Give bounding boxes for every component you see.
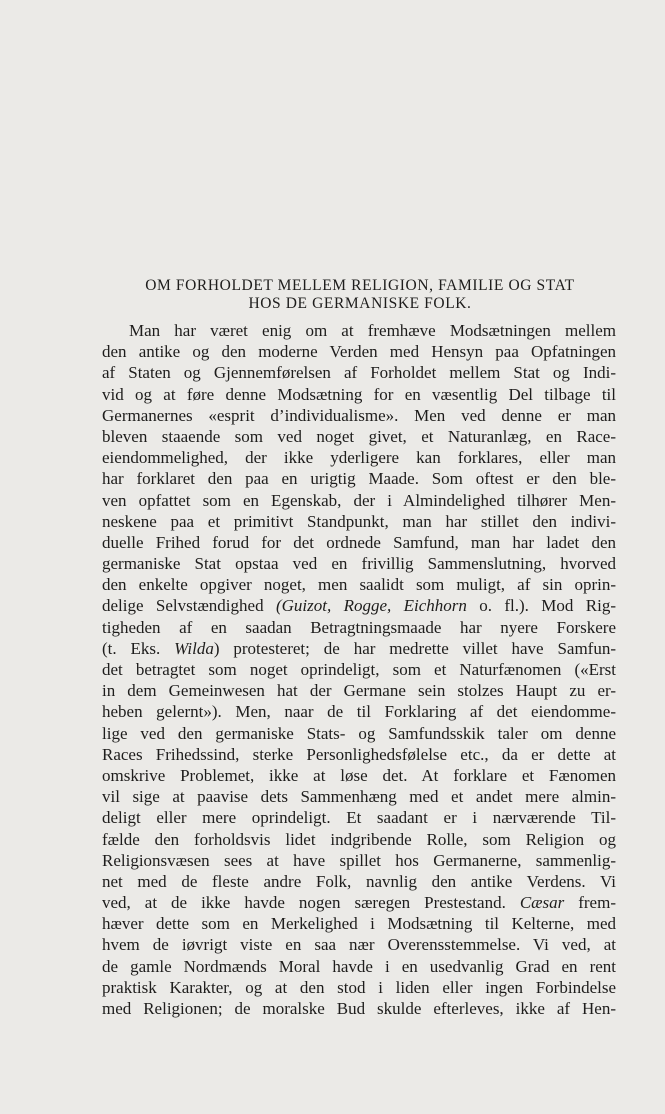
text-line [102, 765, 616, 786]
text-line [102, 405, 616, 426]
text-line [102, 384, 616, 405]
text-line [102, 892, 616, 913]
text-segment: de gamle Nordmænds Moral havde i en usedvanlig Grad en rent [102, 956, 616, 976]
text-segment: Religionsvæsen sees at have spillet hos Germanerne, sammenlig- [102, 850, 616, 870]
text-segment: Races Frihedssind, sterke Personlighedsfølelse etc., da er dette at [102, 744, 616, 764]
text-line [102, 913, 616, 934]
text-line [102, 871, 616, 892]
text-segment: ved, at de ikke havde nogen særegen Prestestand. [102, 893, 520, 913]
text-segment: omskrive Problemet, ikke at løse det. At forklare et Fænomen [102, 765, 616, 785]
text-line [102, 447, 616, 468]
text-line [102, 786, 616, 807]
text-line [102, 829, 616, 850]
text-segment: den enkelte opgiver noget, men saalidt som muligt, af sin oprin- [102, 575, 616, 595]
text-line [102, 426, 616, 447]
text-line [102, 956, 616, 977]
text-line [102, 850, 616, 871]
text-segment: (t. Eks. [102, 638, 175, 658]
text-line [102, 807, 616, 828]
body-paragraph [102, 320, 616, 1019]
text-segment: delige Selvstændighed [102, 596, 276, 616]
text-segment: o. fl.). Mod Rig- [466, 596, 616, 616]
italic-citation: (Guizot, Rogge, Eichhorn [275, 596, 467, 616]
text-line [102, 723, 616, 744]
text-line [102, 320, 616, 341]
text-segment: af Staten og Gjennemførelsen af Forholdet mellem Stat og Indi- [102, 363, 616, 383]
text-line [102, 595, 616, 616]
text-segment: frem- [564, 893, 616, 913]
text-line [102, 490, 616, 511]
text-line [102, 659, 616, 680]
italic-citation: Cæsar [519, 893, 565, 913]
text-line [102, 341, 616, 362]
text-line [102, 638, 616, 659]
text-segment: neskene paa et primitivt Standpunkt, man har stillet den indivi- [102, 511, 616, 531]
text-segment: ven opfattet som en Egenskab, der i Almindelighed tilhører Men- [102, 490, 616, 510]
text-segment: duelle Frihed forud for det ordnede Samfund, man har ladet den [102, 532, 616, 552]
text-line [102, 680, 616, 701]
text-segment: eiendommelighed, der ikke yderligere kan forklares, eller man [102, 448, 616, 468]
italic-citation: Wilda [174, 638, 214, 658]
text-line [102, 362, 616, 383]
text-segment: heben gelernt»). Men, naar de til Forklaring af det eiendomme- [102, 702, 616, 722]
chapter-title-line-1: OM FORHOLDET MELLEM RELIGION, FAMILIE OG STAT [145, 277, 575, 294]
text-segment: deligt eller mere oprindeligt. Et saadant er i nærværende Til- [102, 808, 616, 828]
text-line [102, 934, 616, 955]
text-segment: in dem Gemeinwesen hat der Germane sein stolzes Haupt zu er- [102, 681, 616, 701]
text-line [102, 574, 616, 595]
text-line [102, 701, 616, 722]
text-line [102, 998, 616, 1019]
text-segment: tigheden af en saadan Betragtningsmaade har nyere Forskere [102, 617, 616, 637]
text-segment: ) protesteret; de har medrette villet have Samfun- [213, 638, 616, 658]
text-line [102, 977, 616, 998]
text-segment: bleven staaende som ved noget givet, et Naturanlæg, en Race- [102, 426, 616, 446]
text-line [102, 511, 616, 532]
text-segment: fælde den forholdsvis lidet indgribende Rolle, som Religion og [102, 829, 616, 849]
text-segment: lige ved den germaniske Stats- og Samfundsskik taler om denne [102, 723, 616, 743]
text-segment: vid og at føre denne Modsætning for en væsentlig Del tilbage til [102, 384, 616, 404]
text-segment: germaniske Stat opstaa ved en frivillig Sammenslutning, hvorved [102, 554, 616, 574]
text-segment: hæver dette som en Merkelighed i Modsætning til Kelterne, med [102, 914, 616, 934]
text-segment: har forklaret den paa en urigtig Maade. Som oftest er den ble- [102, 469, 616, 489]
text-segment: Germanernes «esprit d’individualisme». Men ved denne er man [102, 405, 616, 425]
text-segment: Man har været enig om at fremhæve Modsætningen mellem [129, 321, 616, 340]
text-line [102, 617, 616, 638]
text-segment: med Religionen; de moralske Bud skulde efterleves, ikke af Hen- [102, 999, 616, 1018]
text-segment: det betragtet som noget oprindeligt, som et Naturfænomen («Erst [102, 660, 616, 679]
text-line [102, 532, 616, 553]
chapter-title-line-2: HOS DE GERMANISKE FOLK. [248, 295, 472, 312]
text-segment: vil sige at paavise dets Sammenhæng med et andet mere almin- [102, 787, 616, 807]
text-segment: hvem de iøvrigt viste en saa nær Overensstemmelse. Vi ved, at [102, 935, 616, 955]
text-segment: praktisk Karakter, og at den stod i liden eller ingen Forbindelse [102, 977, 616, 997]
text-line [102, 468, 616, 489]
text-line [102, 744, 616, 765]
text-line [102, 553, 616, 574]
text-segment: den antike og den moderne Verden med Hensyn paa Opfatningen [102, 342, 616, 362]
text-segment: net med de fleste andre Folk, navnlig den antike Verdens. Vi [102, 871, 616, 891]
